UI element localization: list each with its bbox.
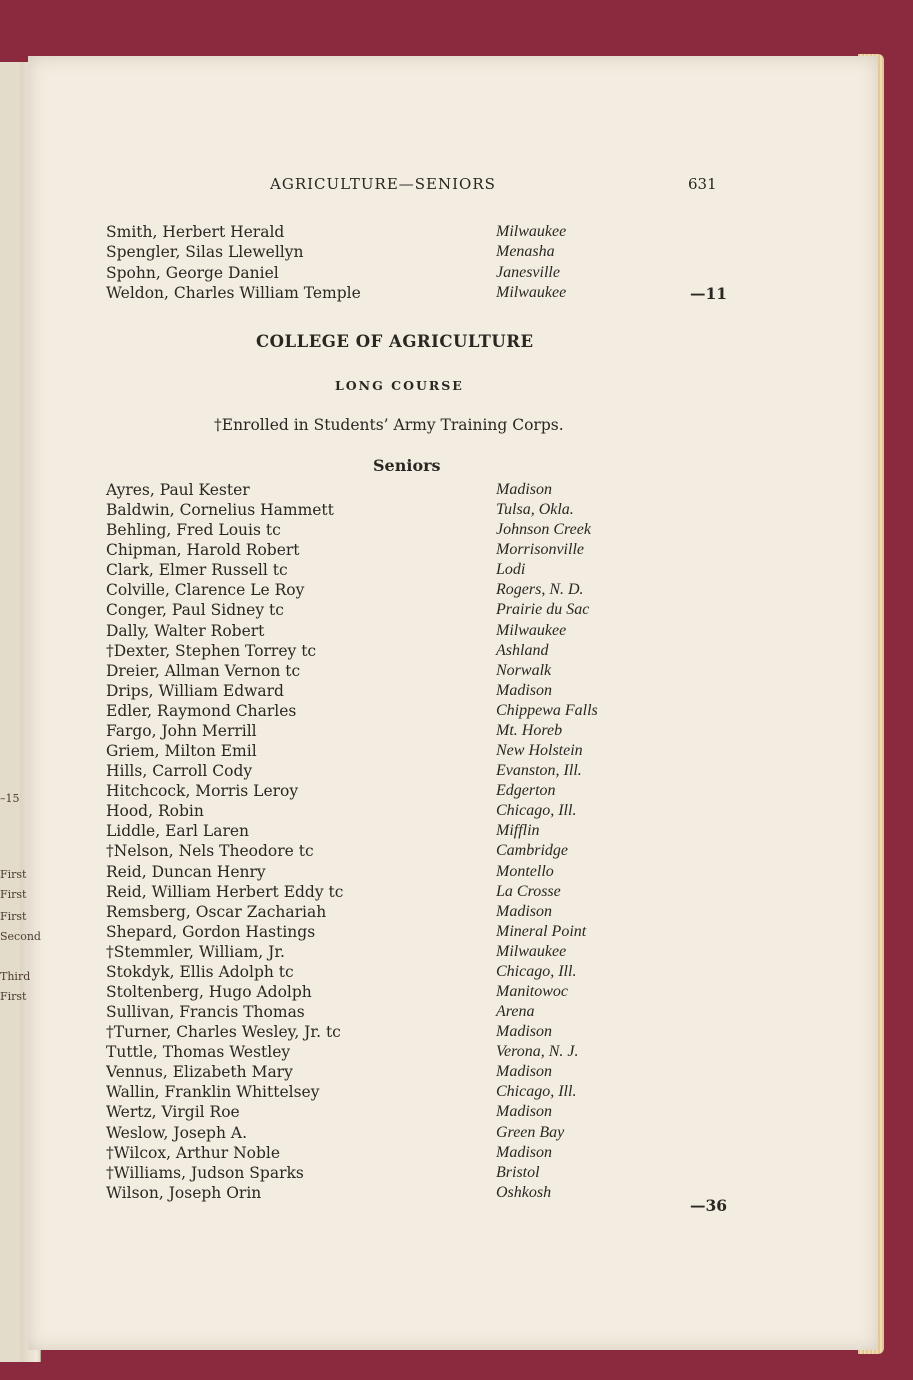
student-hometown: Arena [496,1003,535,1021]
margin-fragment: Third [0,970,31,983]
student-hometown: Oshkosh [496,1183,552,1201]
student-hometown: Madison [496,1143,552,1161]
student-hometown: Menasha [496,243,555,261]
student-name: Remsberg, Oscar Zachariah [106,902,327,921]
student-hometown: Chicago, Ill. [496,802,577,820]
student-name: Shepard, Gordon Hastings [106,922,316,941]
student-name: Weldon, Charles William Temple [106,283,361,302]
margin-fragment: –15 [0,792,20,805]
student-name: Conger, Paul Sidney tc [106,601,284,620]
student-hometown: Milwaukee [496,942,567,960]
student-hometown: Rogers, N. D. [496,581,584,599]
student-hometown: Manitowoc [496,983,568,1000]
student-hometown: Madison [496,1063,552,1081]
student-hometown: Verona, N. J. [496,1043,579,1061]
margin-fragment: First [0,910,27,923]
margin-fragment: First [0,990,27,1003]
student-name: Spengler, Silas Llewellyn [106,243,304,262]
college-heading: COLLEGE OF AGRICULTURE [256,332,534,351]
student-hometown: Chicago, Ill. [496,962,577,980]
margin-fragment: Second [0,930,41,943]
student-name: Wilson, Joseph Orin [106,1183,262,1202]
student-hometown: Madison [496,902,552,920]
student-hometown: Cambridge [496,842,568,860]
student-hometown: La Crosse [496,882,561,900]
student-name: Reid, Duncan Henry [106,862,266,881]
student-name: Reid, William Herbert Eddy tc [106,882,344,901]
student-hometown: New Holstein [496,742,583,760]
student-name: †Nelson, Nels Theodore tc [106,842,314,861]
carryover-count: —11 [690,284,728,303]
student-name: Colville, Clarence Le Roy [106,581,305,600]
student-name: †Dexter, Stephen Torrey tc [106,641,317,660]
seniors-count: —36 [690,1196,728,1215]
running-title: AGRICULTURE—SENIORS [270,175,496,193]
student-name: Liddle, Earl Laren [106,822,250,841]
student-name: Stoltenberg, Hugo Adolph [106,983,312,1001]
student-hometown: Norwalk [496,661,552,679]
student-hometown: Janesville [496,263,560,281]
margin-fragment: First [0,888,27,901]
student-name: Dreier, Allman Vernon tc [106,661,301,680]
student-hometown: Evanston, Ill. [496,762,582,780]
student-hometown: Mt. Horeb [496,721,563,739]
student-name: Clark, Elmer Russell tc [106,561,288,580]
student-hometown: Green Bay [496,1123,565,1141]
student-hometown: Bristol [496,1163,540,1181]
student-name: Dally, Walter Robert [106,621,265,640]
student-name: Weslow, Joseph A. [106,1123,247,1142]
student-hometown: Morrisonville [496,541,584,559]
seniors-heading: Seniors [373,456,441,475]
student-name: †Turner, Charles Wesley, Jr. tc [106,1023,341,1042]
student-name: Wertz, Virgil Roe [106,1103,240,1122]
student-hometown: Montello [496,862,554,880]
margin-fragment: First [0,868,27,881]
student-name: Chipman, Harold Robert [106,541,300,560]
student-hometown: Madison [496,1103,552,1121]
student-name: †Stemmler, William, Jr. [106,942,285,961]
student-name: Hood, Robin [106,802,204,821]
student-hometown: Milwaukee [496,283,567,301]
student-hometown: Milwaukee [496,621,567,639]
student-name: Hitchcock, Morris Leroy [106,782,299,801]
student-hometown: Prairie du Sac [496,601,590,619]
page-number: 631 [688,175,717,193]
student-hometown: Edgerton [496,782,556,800]
student-hometown: Madison [496,681,552,699]
student-name: Spohn, George Daniel [106,263,279,282]
student-hometown: Lodi [496,561,526,579]
student-name: Wallin, Franklin Whittelsey [106,1083,320,1102]
student-hometown: Madison [496,481,552,498]
student-name: Edler, Raymond Charles [106,701,297,720]
student-name: Hills, Carroll Cody [106,762,253,781]
student-hometown: Johnson Creek [496,521,591,539]
course-heading: LONG COURSE [335,378,464,393]
student-name: Drips, William Edward [106,681,284,700]
student-name: Smith, Herbert Herald [106,223,285,241]
student-name: †Williams, Judson Sparks [106,1163,304,1182]
student-hometown: Chicago, Ill. [496,1083,577,1101]
student-name: Stokdyk, Ellis Adolph tc [106,962,294,981]
student-name: †Wilcox, Arthur Noble [106,1143,281,1162]
student-hometown: Ashland [496,641,549,659]
student-hometown: Madison [496,1023,552,1041]
student-hometown: Tulsa, Okla. [496,501,574,519]
student-hometown: Chippewa Falls [496,701,598,719]
student-name: Sullivan, Francis Thomas [106,1003,305,1022]
student-name: Ayres, Paul Kester [106,481,250,499]
student-name: Griem, Milton Emil [106,742,257,761]
student-name: Behling, Fred Louis tc [106,521,281,540]
student-hometown: Milwaukee [496,223,567,240]
student-hometown: Mineral Point [496,922,587,940]
sat-corps-note: †Enrolled in Students’ Army Training Corps. [214,416,564,434]
student-hometown: Mifflin [496,822,540,840]
student-name: Vennus, Elizabeth Mary [106,1063,293,1082]
student-name: Tuttle, Thomas Westley [106,1043,291,1062]
student-name: Fargo, John Merrill [106,721,257,740]
student-name: Baldwin, Cornelius Hammett [106,501,334,520]
